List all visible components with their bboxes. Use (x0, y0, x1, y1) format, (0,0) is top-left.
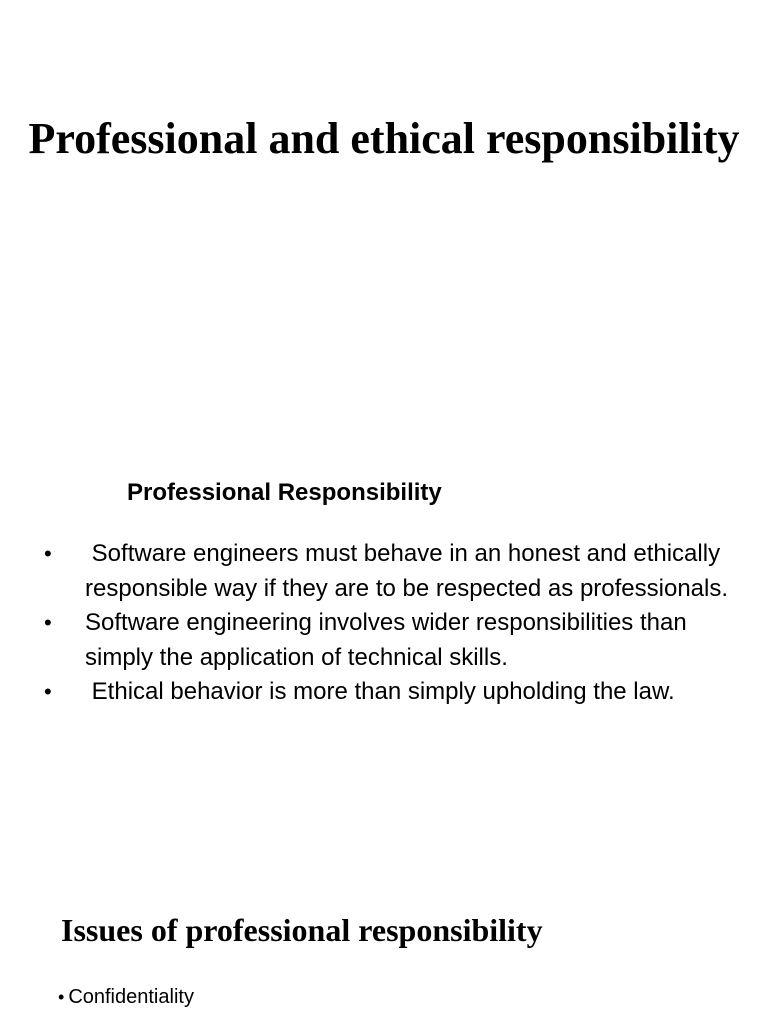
list-item (44, 675, 744, 710)
professional-responsibility-list (44, 537, 744, 710)
slide-title: Professional and ethical responsibility (28, 114, 740, 163)
bullet-icon: • (44, 679, 52, 704)
section-heading-professional-responsibility: Professional Responsibility (127, 479, 442, 506)
bullet-icon: • (44, 541, 52, 566)
issues-list (58, 983, 194, 1011)
list-item (58, 983, 194, 1011)
bullet-icon: • (58, 987, 65, 1007)
list-item (44, 537, 744, 606)
list-item-text: Ethical behavior is more than simply upholding the law. (85, 678, 675, 705)
list-item-text: Software engineers must behave in an honest and ethically responsible way if they are to be respected as professionals. (85, 540, 729, 602)
section-heading-issues: Issues of professional responsibility (61, 912, 543, 948)
list-item-text: Confidentiality (68, 986, 194, 1008)
list-item (44, 606, 744, 675)
list-item-text: Software engineering involves wider responsibilities than simply the application of technical skills. (85, 609, 687, 671)
bullet-icon: • (44, 610, 52, 635)
